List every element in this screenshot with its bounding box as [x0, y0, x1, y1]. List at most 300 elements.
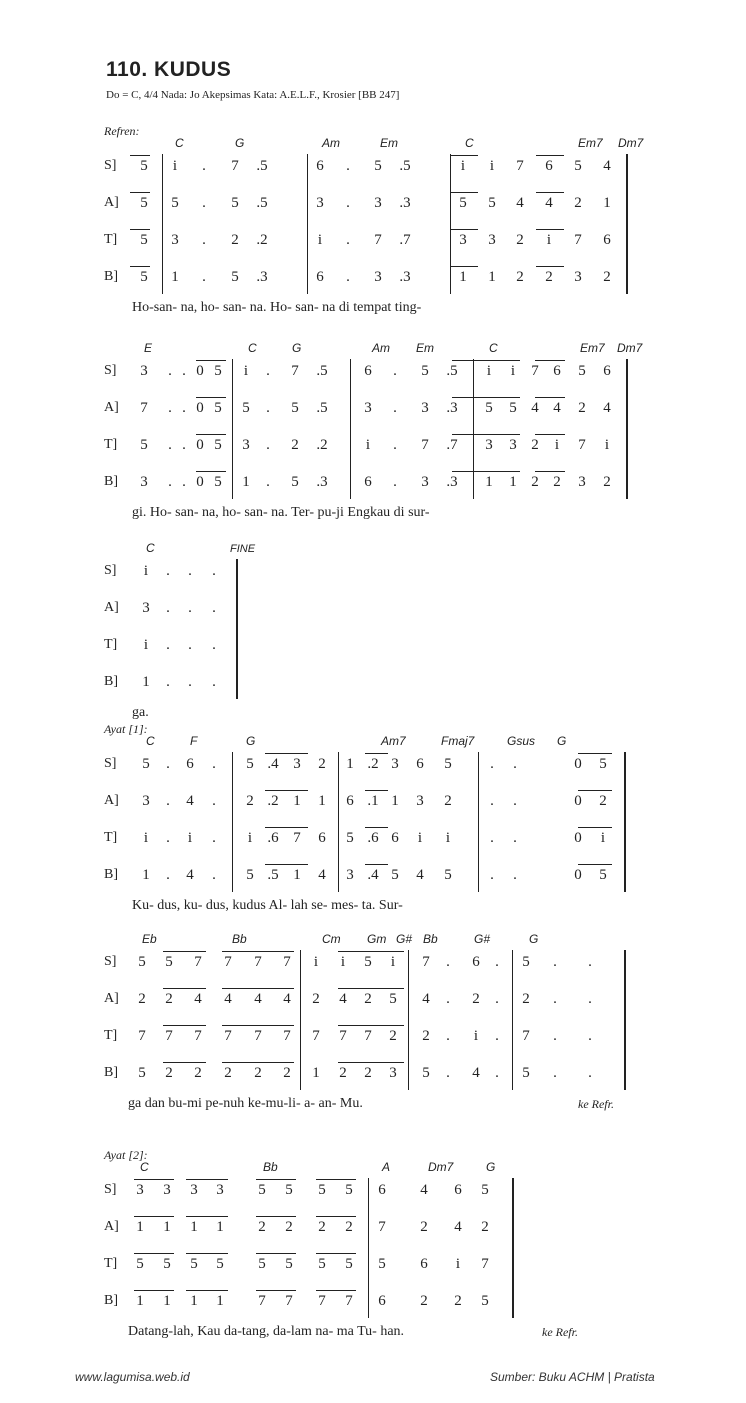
note: 4	[422, 991, 430, 1007]
note: .5	[256, 158, 268, 174]
voice-label: A]	[104, 600, 119, 615]
voice-label: T]	[104, 1256, 118, 1271]
chord-symbol: C	[146, 541, 155, 555]
end-bar-line	[626, 154, 628, 294]
note: 6	[378, 1182, 386, 1198]
note: .	[346, 232, 350, 248]
beam-line	[365, 827, 388, 828]
note: 5	[346, 830, 354, 846]
beam-line	[452, 471, 520, 472]
chord-symbol: F	[190, 734, 198, 748]
beam-line	[130, 192, 150, 193]
note: 7	[258, 1293, 266, 1309]
note: .	[182, 400, 186, 416]
note: 3	[142, 600, 150, 616]
note: 5	[481, 1293, 489, 1309]
note: i	[143, 563, 149, 579]
note: .	[212, 830, 216, 846]
note: 4	[416, 867, 424, 883]
voice-label: T]	[104, 232, 118, 247]
note: 1	[142, 867, 150, 883]
note: .6	[367, 830, 379, 846]
note: 3	[416, 793, 424, 809]
note: .5	[446, 363, 458, 379]
note: 7	[531, 363, 539, 379]
beam-line	[536, 192, 564, 193]
note: 7	[285, 1293, 293, 1309]
beam-line	[256, 1253, 296, 1254]
note: 2	[422, 1028, 430, 1044]
note: 7	[364, 1028, 372, 1044]
beam-line	[450, 192, 478, 193]
note: .	[212, 563, 216, 579]
note: 5	[378, 1256, 386, 1272]
chord-symbol: G	[557, 734, 567, 748]
note: 4	[254, 991, 262, 1007]
beam-line	[338, 1025, 404, 1026]
chord-symbol: Bb	[263, 1160, 278, 1174]
bar-line	[307, 154, 308, 294]
lyrics-line: Datang-lah, Kau da-tang, da-lam na- ma Tu- han.	[128, 1324, 405, 1339]
chord-symbol: G	[529, 932, 539, 946]
note: 7	[578, 437, 586, 453]
note: 5	[214, 400, 222, 416]
note: .	[166, 600, 170, 616]
note: 7	[481, 1256, 489, 1272]
note: .	[166, 674, 170, 690]
note: .	[212, 674, 216, 690]
voice-label: S]	[104, 954, 117, 969]
note: .	[513, 867, 517, 883]
note: 4	[454, 1219, 462, 1235]
note: .	[393, 474, 397, 490]
note: .	[490, 793, 494, 809]
note: 5	[140, 437, 148, 453]
note: .	[182, 437, 186, 453]
bar-line	[408, 950, 409, 1090]
note: .	[393, 400, 397, 416]
note: 7	[345, 1293, 353, 1309]
note: i	[455, 1256, 461, 1272]
chord-symbol: Em	[416, 341, 434, 355]
note: 5	[190, 1256, 198, 1272]
note: 5	[391, 867, 399, 883]
note: 4	[186, 793, 194, 809]
note: .2	[316, 437, 328, 453]
chord-symbol: Gsus	[507, 734, 536, 748]
note: 7	[283, 954, 291, 970]
note: 4	[553, 400, 561, 416]
note: 7	[318, 1293, 326, 1309]
voice-label: A]	[104, 400, 119, 415]
note: 7	[165, 1028, 173, 1044]
note: 2	[258, 1219, 266, 1235]
note: .	[182, 363, 186, 379]
note: .	[212, 637, 216, 653]
note: .	[212, 867, 216, 883]
chord-symbol: Em7	[580, 341, 605, 355]
beam-line	[338, 1062, 404, 1063]
beam-line	[535, 360, 565, 361]
beam-line	[316, 1216, 356, 1217]
beam-line	[186, 1290, 228, 1291]
beam-line	[536, 266, 564, 267]
bar-line	[478, 752, 479, 892]
note: 7	[422, 954, 430, 970]
beam-line	[338, 988, 404, 989]
note: 1	[391, 793, 399, 809]
chord-symbol: C	[146, 734, 155, 748]
note: 7	[254, 954, 262, 970]
note: 3	[346, 867, 354, 883]
note: .2	[267, 793, 279, 809]
voice-label: T]	[104, 637, 118, 652]
note: .7	[399, 232, 411, 248]
voice-label: B]	[104, 1293, 118, 1308]
note: i	[486, 363, 492, 379]
note: 2	[472, 991, 480, 1007]
note: 2	[531, 474, 539, 490]
chord-symbol: Cm	[322, 932, 341, 946]
beam-line	[222, 951, 294, 952]
note: 2	[553, 474, 561, 490]
note: 5	[574, 158, 582, 174]
voice-label: B]	[104, 1065, 118, 1080]
beam-line	[196, 397, 226, 398]
note: 1	[603, 195, 611, 211]
note: .	[168, 474, 172, 490]
fine-mark: FINE	[230, 543, 256, 555]
chord-symbol: C	[140, 1160, 149, 1174]
note: 5	[509, 400, 517, 416]
note: 5	[258, 1182, 266, 1198]
song-meta: Do = C, 4/4 Nada: Jo Akepsimas Kata: A.E.L.F., Krosier [BB 247]	[106, 89, 400, 101]
chord-symbol: G#	[474, 932, 491, 946]
note: 5	[345, 1256, 353, 1272]
note: 4	[545, 195, 553, 211]
note: 5	[522, 954, 530, 970]
note: 3	[374, 195, 382, 211]
beam-line	[186, 1179, 228, 1180]
chord-symbol: C	[175, 136, 184, 150]
note: .	[266, 474, 270, 490]
chord-symbol: Eb	[142, 932, 157, 946]
note: 7	[224, 954, 232, 970]
beam-line	[265, 827, 308, 828]
note: .5	[316, 400, 328, 416]
chord-symbol: Dm7	[428, 1160, 454, 1174]
lyrics-line: Ku- dus, ku- dus, kudus Al- lah se- mes- ta. Sur-	[132, 898, 403, 913]
note: 5	[364, 954, 372, 970]
note: 3	[216, 1182, 224, 1198]
note: .	[202, 269, 206, 285]
note: 2	[246, 793, 254, 809]
note: 2	[389, 1028, 397, 1044]
beam-line	[196, 434, 226, 435]
note: 1	[216, 1219, 224, 1235]
note: 1	[293, 793, 301, 809]
voice-label: S]	[104, 1182, 117, 1197]
beam-line	[222, 1062, 294, 1063]
note: .	[490, 756, 494, 772]
beam-line	[578, 827, 612, 828]
note: 6	[364, 363, 372, 379]
note: .	[212, 793, 216, 809]
note: 2	[603, 474, 611, 490]
chord-symbol: Am	[372, 341, 390, 355]
bar-line	[232, 752, 233, 892]
note: .	[166, 563, 170, 579]
beam-line	[163, 1025, 206, 1026]
beam-line	[134, 1216, 174, 1217]
note: .	[446, 1028, 450, 1044]
note: .	[346, 158, 350, 174]
note: 6	[545, 158, 553, 174]
beam-line	[578, 864, 612, 865]
note: 5	[485, 400, 493, 416]
note: .	[168, 400, 172, 416]
note: .3	[316, 474, 328, 490]
note: 5	[214, 437, 222, 453]
beam-line	[338, 951, 404, 952]
note: 4	[531, 400, 539, 416]
note: .	[495, 1065, 499, 1081]
voice-label: T]	[104, 1028, 118, 1043]
chord-symbol: Bb	[232, 932, 247, 946]
note: 1	[312, 1065, 320, 1081]
note: 2	[516, 269, 524, 285]
note: 1	[190, 1293, 198, 1309]
note: .	[553, 1065, 557, 1081]
note: 1	[171, 269, 179, 285]
beam-line	[265, 864, 308, 865]
end-bar-line	[624, 950, 626, 1090]
note: .2	[256, 232, 268, 248]
note: .	[188, 637, 192, 653]
note: i	[546, 232, 552, 248]
note: 5	[444, 867, 452, 883]
note: 2	[444, 793, 452, 809]
note: .	[166, 756, 170, 772]
note: .	[202, 158, 206, 174]
note: 2	[531, 437, 539, 453]
beam-line	[365, 753, 388, 754]
chord-symbol: G#	[396, 932, 413, 946]
chord-symbol: Gm	[367, 932, 387, 946]
note: .	[446, 1065, 450, 1081]
lyrics-line: ga.	[132, 705, 149, 720]
note: 6	[454, 1182, 462, 1198]
note: 7	[522, 1028, 530, 1044]
note: 5	[140, 269, 148, 285]
note: .	[212, 600, 216, 616]
note: 2	[522, 991, 530, 1007]
beam-line	[535, 397, 565, 398]
note: 6	[346, 793, 354, 809]
note: .5	[256, 195, 268, 211]
bar-line	[232, 359, 233, 499]
note: 0	[574, 830, 582, 846]
note: 4	[516, 195, 524, 211]
note: 5	[216, 1256, 224, 1272]
section-label: Refren:	[104, 124, 140, 138]
chord-symbol: Em	[380, 136, 398, 150]
note: i	[417, 830, 423, 846]
beam-line	[130, 155, 150, 156]
note: 5	[138, 954, 146, 970]
beam-line	[578, 790, 612, 791]
note: 6	[378, 1293, 386, 1309]
end-bar-line	[624, 752, 626, 892]
note: 7	[312, 1028, 320, 1044]
voice-label: S]	[104, 158, 117, 173]
note: 7	[516, 158, 524, 174]
chord-symbol: A	[382, 1160, 391, 1174]
note: 7	[138, 1028, 146, 1044]
note: i	[489, 158, 495, 174]
note: 2	[516, 232, 524, 248]
note: 7	[194, 954, 202, 970]
note: 1	[242, 474, 250, 490]
note: 5	[444, 756, 452, 772]
note: 3	[136, 1182, 144, 1198]
note: .	[202, 195, 206, 211]
note: 6	[316, 158, 324, 174]
note: 4	[283, 991, 291, 1007]
beam-line	[452, 434, 520, 435]
voice-label: A]	[104, 793, 119, 808]
bar-line	[450, 154, 451, 294]
note: 1	[509, 474, 517, 490]
note: i	[143, 830, 149, 846]
note: 2	[545, 269, 553, 285]
chord-symbol: C	[465, 136, 474, 150]
beam-line	[316, 1290, 356, 1291]
note: 3	[316, 195, 324, 211]
chord-symbol: G	[486, 1160, 496, 1174]
voice-label: S]	[104, 756, 117, 771]
chord-symbol: C	[248, 341, 257, 355]
note: 2	[165, 1065, 173, 1081]
beam-line	[316, 1253, 356, 1254]
note: 6	[316, 269, 324, 285]
note: 5	[374, 158, 382, 174]
note: 1	[163, 1293, 171, 1309]
note: 5	[165, 954, 173, 970]
note: 0	[196, 437, 204, 453]
footer-website: www.lagumisa.web.id	[75, 1370, 190, 1384]
note: 3	[459, 232, 467, 248]
note: 5	[140, 232, 148, 248]
note: 3	[578, 474, 586, 490]
note: 0	[196, 400, 204, 416]
note: i	[172, 158, 178, 174]
note: 6	[472, 954, 480, 970]
note: .	[266, 400, 270, 416]
bar-line	[473, 359, 474, 499]
beam-line	[186, 1216, 228, 1217]
note: i	[460, 158, 466, 174]
note: .	[588, 991, 592, 1007]
note: 6	[416, 756, 424, 772]
note: 7	[291, 363, 299, 379]
beam-line	[450, 155, 478, 156]
note: 3	[374, 269, 382, 285]
end-bar-line	[512, 1178, 514, 1318]
note: 5	[459, 195, 467, 211]
note: 5	[242, 400, 250, 416]
note: 6	[391, 830, 399, 846]
note: 1	[459, 269, 467, 285]
voice-label: B]	[104, 269, 118, 284]
note: .	[393, 363, 397, 379]
note: 3	[364, 400, 372, 416]
note: .	[168, 363, 172, 379]
note: .	[553, 991, 557, 1007]
note: .7	[446, 437, 458, 453]
note: 6	[318, 830, 326, 846]
note: 4	[603, 158, 611, 174]
note: 7	[254, 1028, 262, 1044]
lyrics-line: gi. Ho- san- na, ho- san- na. Ter- pu-ji Engkau di sur-	[132, 505, 430, 520]
note: 5	[214, 363, 222, 379]
note: 2	[339, 1065, 347, 1081]
beam-line	[256, 1179, 296, 1180]
note: 2	[291, 437, 299, 453]
note: 1	[190, 1219, 198, 1235]
note: 1	[485, 474, 493, 490]
note: 1	[142, 674, 150, 690]
note: .	[490, 867, 494, 883]
note: .5	[267, 867, 279, 883]
note: 5	[285, 1256, 293, 1272]
ke-refr-mark: ke Refr.	[578, 1097, 614, 1111]
note: i	[247, 830, 253, 846]
note: 3	[574, 269, 582, 285]
end-bar-line	[626, 359, 628, 499]
note: i	[313, 954, 319, 970]
note: .	[446, 991, 450, 1007]
note: .	[346, 195, 350, 211]
note: 1	[136, 1219, 144, 1235]
note: 5	[421, 363, 429, 379]
voice-label: A]	[104, 195, 119, 210]
note: 5	[318, 1256, 326, 1272]
note: 1	[488, 269, 496, 285]
note: 0	[574, 756, 582, 772]
note: 2	[574, 195, 582, 211]
chord-symbol: Am	[322, 136, 340, 150]
note: .	[495, 1028, 499, 1044]
note: .3	[256, 269, 268, 285]
lyrics-line: ga dan bu-mi pe-nuh ke-mu-li- a- an- Mu.	[128, 1096, 363, 1111]
section-label: Ayat [2]:	[104, 1148, 148, 1162]
chord-symbol: E	[144, 341, 153, 355]
end-bar-line	[236, 559, 238, 699]
note: .2	[367, 756, 379, 772]
note: 2	[364, 1065, 372, 1081]
beam-line	[265, 753, 308, 754]
beam-line	[130, 266, 150, 267]
note: .4	[267, 756, 279, 772]
note: 2	[364, 991, 372, 1007]
note: 2	[318, 1219, 326, 1235]
note: 5	[231, 269, 239, 285]
note: 2	[420, 1219, 428, 1235]
note: 5	[142, 756, 150, 772]
voice-label: B]	[104, 674, 118, 689]
beam-line	[450, 266, 478, 267]
